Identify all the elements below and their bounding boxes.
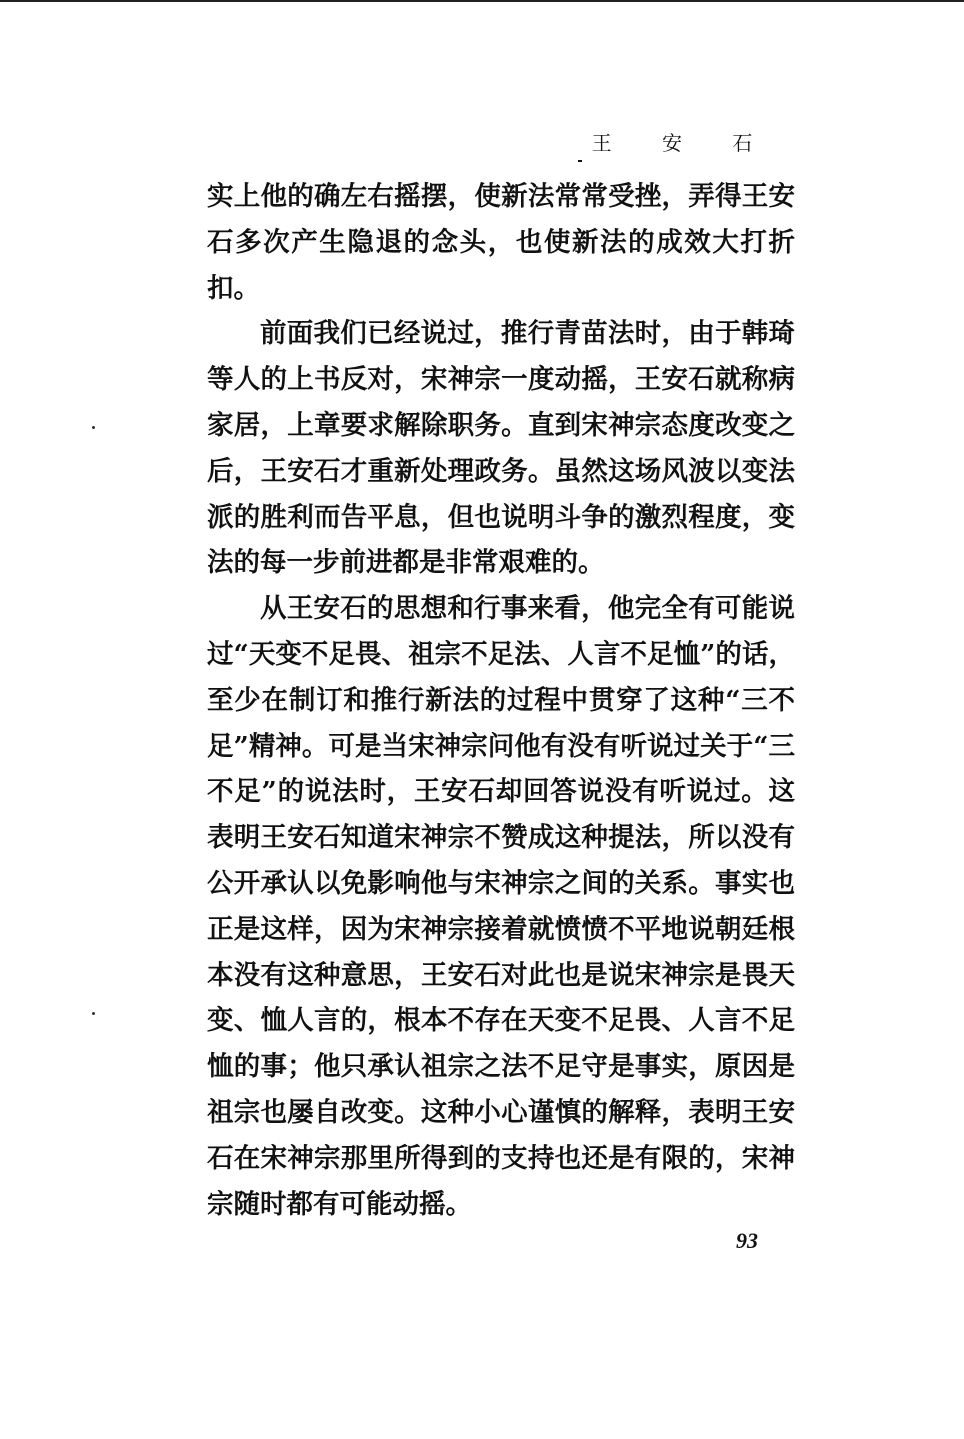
running-header xyxy=(578,131,775,162)
page-top-border xyxy=(0,0,964,2)
paragraph: 从王安石的思想和行事来看，他完全有可能说过“天变不足畏、祖宗不足法、人言不足恤”的话，至少在制订和推行新法的过程中贯穿了这种“三不足”精神。可是当宋神宗问他有没有听说过关于“三不足”的说法时，王安石却回答说没有听说过。这表明王安石知道宋神宗不赞成这种提法，所以没有公开承认以免影响他与宋神宗之间的关系。事实也正是这样，因为宋神宗接着就愤愤不平地说朝廷根本没有这种意思，王安石对此也是说宋神宗是畏天变、恤人言的，根本不存在天变不足畏、人言不足恤的事；他只承认祖宗之法不足守是事实，原因是祖宗也屡自改变。这种小心谨慎的解释，表明王安石在宋神宗那里所得到的支持也还是有限的，宋神宗随时都有可能动摇。 xyxy=(207,593,795,1220)
paragraph: 前面我们已经说过，推行青苗法时，由于韩琦等人的上书反对，宋神宗一度动摇，王安石就称病家居，上章要求解除职务。直到宋神宗态度改变之后，王安石才重新处理政务。虽然这场风波以变法派的胜利而告平息，但也说明斗争的激烈程度，变法的每一步前进都是非常艰难的。 xyxy=(207,318,795,579)
scan-speck xyxy=(92,426,95,429)
paragraph-continuation: 实上他的确左右摇摆，使新法常常受挫，弄得王安石多次产生隐退的念头，也使新法的成效大打折扣。 xyxy=(207,181,795,304)
page-number: 93 xyxy=(736,1228,758,1253)
body-text xyxy=(207,174,795,1227)
running-header-title: 王 安 石 xyxy=(582,127,785,162)
scan-speck xyxy=(92,1012,95,1015)
